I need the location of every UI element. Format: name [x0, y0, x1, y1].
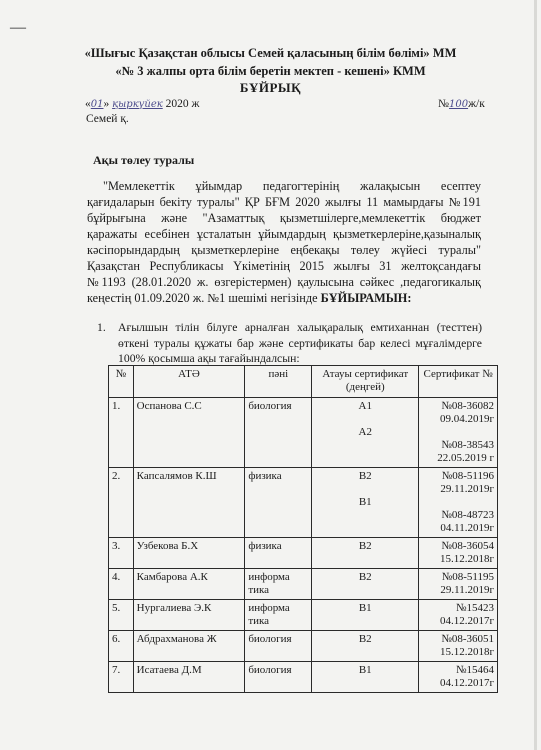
table-row — [109, 538, 498, 569]
header-line-1: «Шығыс Қазақстан облысы Семей қаласының білім бөлімі» ММ — [84, 46, 457, 60]
table-row — [109, 631, 498, 662]
table-header-row — [109, 366, 498, 398]
date-year: 2020 ж — [165, 98, 200, 110]
date-open-quote: « — [85, 98, 91, 110]
number-value: 100 — [448, 99, 469, 110]
row-subject: физика — [245, 538, 312, 569]
row-no: 6. — [109, 631, 134, 662]
row-no: 3. — [109, 538, 134, 569]
preamble-paragraph — [87, 178, 481, 306]
preamble-text: "Мемлекеттік ұйымдар педагогтерінің жалақысын есептеу қағидаларын бекіту туралы" ҚР БҒМ 2020 жылғы 11 мамырдағы №191 бұйрығына және "Азаматтық қызметшілерге,мемлекеттік бюджет қаражаты есебінен ұсталатын ұйымдардың қызметкерлеріне,қазыналық кәсіпорындардың қызметкерлеріне еңбекақы төлеу жүйесі туралы" Қазақстан Республикасы Үкіметінің 2015 жылғы 31 желтоқсандағы №1193 (28.01.2020 ж. өзгерістермен) қаулысына сәйкес ,педагогикалық кеңестің 01.09.2020 ж. №1 шешімі негізінде — [87, 179, 481, 305]
row-level: В2 — [312, 569, 419, 600]
level-1: В2 — [358, 470, 372, 482]
row-level: В2 — [312, 631, 419, 662]
row-subject: информа тика — [245, 569, 312, 600]
date-month: қыркүйек — [112, 99, 163, 110]
header-subject: пәні — [245, 366, 312, 398]
table-row — [109, 662, 498, 693]
row-name: Узбекова Б.Х — [133, 538, 245, 569]
header-level: Атауы сертификат (деңгей) — [312, 366, 419, 398]
order-number — [438, 98, 485, 110]
city: Семей қ. — [86, 113, 129, 125]
row-name: Нургалиева Э.К — [133, 600, 245, 631]
table-row — [109, 569, 498, 600]
level-2: А2 — [358, 426, 372, 438]
date-close-quote: » — [103, 98, 110, 110]
cert-2: №08-48723 04.11.2019г — [440, 509, 494, 534]
date-day: 01 — [90, 99, 104, 110]
row-certificate: №08-36051 15.12.2018г — [419, 631, 498, 662]
row-level — [312, 398, 419, 468]
teachers-table — [108, 365, 498, 693]
item-number: 1. — [97, 321, 106, 334]
row-subject: физика — [245, 468, 312, 538]
number-prefix: № — [438, 98, 449, 110]
row-certificate — [419, 468, 498, 538]
row-no: 4. — [109, 569, 134, 600]
table-row — [109, 468, 498, 538]
row-level: В1 — [312, 600, 419, 631]
row-no: 1. — [109, 398, 134, 468]
header-certificate: Сертификат № — [419, 366, 498, 398]
row-no: 2. — [109, 468, 134, 538]
row-subject: биология — [245, 662, 312, 693]
row-name: Капсалямов К.Ш — [133, 468, 245, 538]
table-row — [109, 398, 498, 468]
row-certificate — [419, 398, 498, 468]
row-level: В2 — [312, 538, 419, 569]
row-certificate: №15423 04.12.2017г — [419, 600, 498, 631]
row-no: 5. — [109, 600, 134, 631]
row-name: Абдрахманова Ж — [133, 631, 245, 662]
corner-dash: — — [10, 19, 26, 36]
row-certificate: №15464 04.12.2017г — [419, 662, 498, 693]
level-2: В1 — [358, 496, 372, 508]
row-level — [312, 468, 419, 538]
row-level: В1 — [312, 662, 419, 693]
number-suffix: ж/к — [468, 98, 485, 110]
header-name: АТӘ — [133, 366, 245, 398]
item-text: Ағылшын тілін білуге арналған халықаралық емтиханнан (тесттен) өткені туралы құжаты бар және сертификаты бар келесі мұғалімдерге 100% қосымша ақы тағайындалсын: — [118, 321, 482, 365]
row-subject: биология — [245, 398, 312, 468]
header-no: № — [109, 366, 134, 398]
header-line-2: «№ 3 жалпы орта білім беретін мектеп - кешені» КММ — [115, 64, 426, 78]
level-1: А1 — [358, 400, 372, 412]
row-name: Камбарова А.К — [133, 569, 245, 600]
cert-1: №08-51196 29.11.2019г — [440, 470, 494, 495]
row-subject: информа тика — [245, 600, 312, 631]
order-subject: Ақы төлеу туралы — [93, 153, 195, 167]
preamble-directive: БҰЙЫРАМЫН: — [320, 291, 412, 305]
cert-2: №08-38543 22.05.2019 г — [437, 439, 494, 464]
row-no: 7. — [109, 662, 134, 693]
table-row — [109, 600, 498, 631]
order-date — [85, 98, 199, 110]
row-certificate: №08-51195 29.11.2019г — [419, 569, 498, 600]
cert-1: №08-36082 09.04.2019г — [439, 400, 494, 425]
scan-edge — [534, 0, 537, 750]
row-subject: биология — [245, 631, 312, 662]
row-certificate: №08-36054 15.12.2018г — [419, 538, 498, 569]
row-name: Исатаева Д.М — [133, 662, 245, 693]
document-title: БҰЙРЫҚ — [239, 80, 302, 95]
row-name: Оспанова С.С — [133, 398, 245, 468]
